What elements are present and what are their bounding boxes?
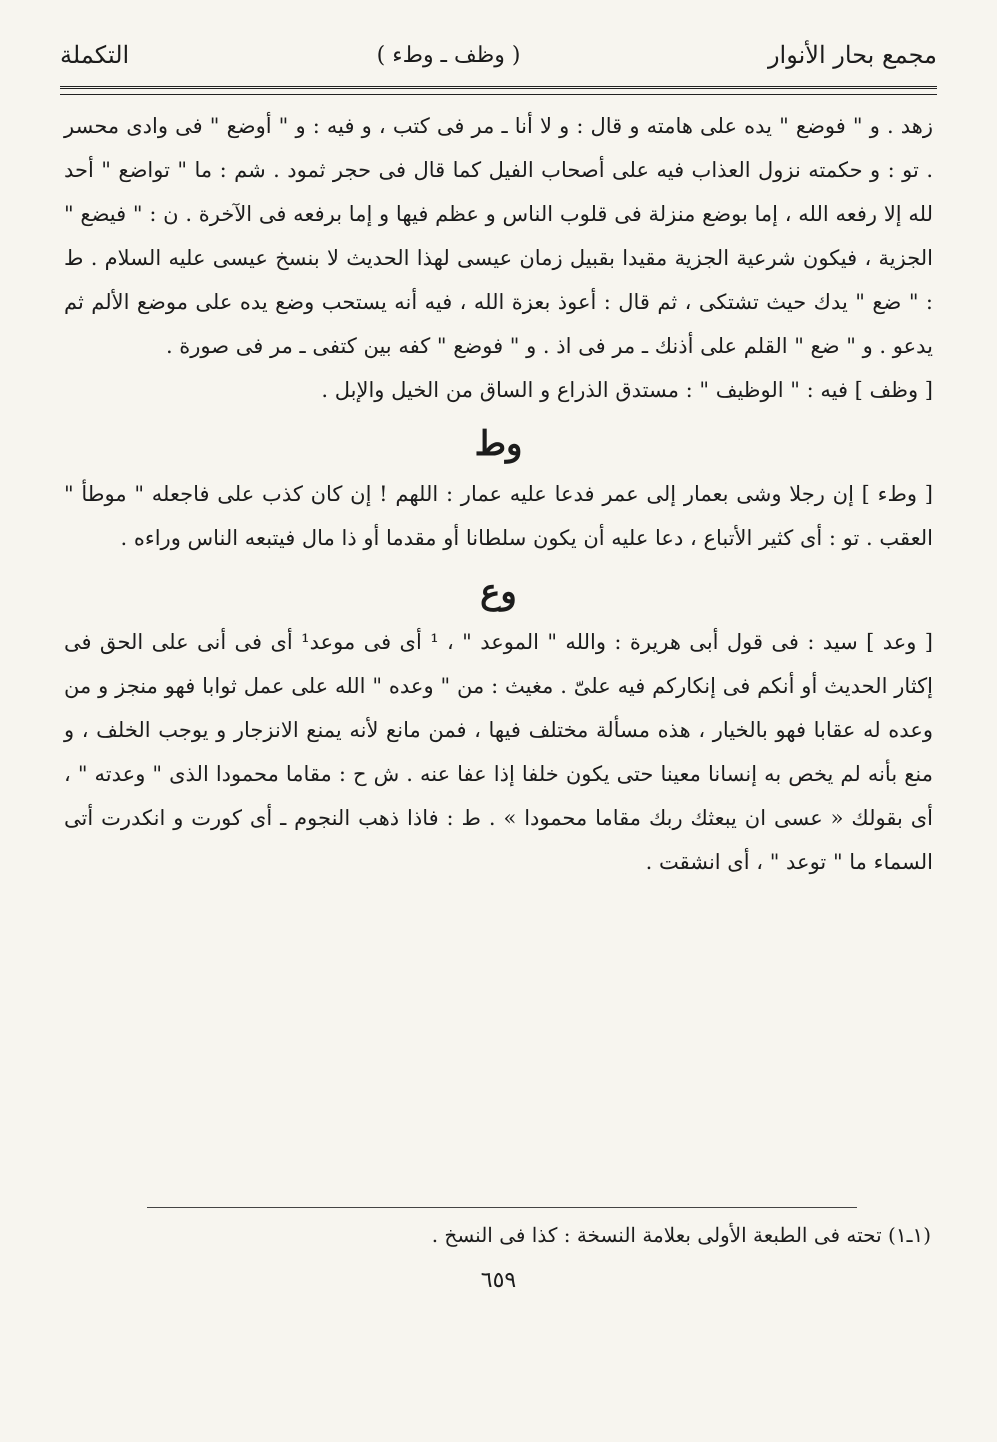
- footnote: (١ـ١) تحته فى الطبعة الأولى بعلامة النسخة : كذا فى النسخ .: [431, 1223, 931, 1247]
- entry-wazf: [ وظف ] فيه : " الوظيف " : مستدق الذراع و الساق من الخيل والإبل .: [321, 378, 933, 402]
- section-heading-wa: وع: [480, 572, 517, 612]
- volume-title: التكملة: [60, 41, 130, 69]
- entry-wad-continued: زهد . و " فوضع " يده على هامته و قال : و لا أنا ـ مر فى كتب ، و فيه : و " أوضع " فى وادى محسر . تو : و حكمته نزول العذاب فيه على أصحاب الفيل كما قال فى حجر ثمود . شم : ما " تواضع " أحد لله إلا رفعه الله ، إما بوضع منزلة فى قلوب الناس و عظم فيها و إما برفعه فى الآخرة . ن : " فيضع " الجزية ، فيكون شرعية الجزية مقيدا بقبيل زمان عيسى لهذا الحديث لا بنسخ عيسى عليه السلام . ط : " ضع " يدك حيث تشتكى ، ثم قال : أعوذ بعزة الله ، فيه أنه يستحب وضع يده على موضع الألم ثم يدعو . و " ضع " القلم على أذنك ـ مر فى اذ . و " فوضع " كفه بين كتفى ـ مر فى صورة .: [64, 114, 933, 358]
- entry-wat: [ وطء ] إن رجلا وشى بعمار إلى عمر فدعا عليه عمار : اللهم ! إن كان كذب على فاجعله " موطأ " العقب . تو : أى كثير الأتباع ، دعا عليه أن يكون سلطانا أو مقدما أو ذا مال فيتبعه الناس وراءه .: [64, 482, 933, 550]
- section-heading-wt: وط: [474, 424, 523, 464]
- header-double-rule: [60, 86, 937, 93]
- page-body: [64, 104, 933, 884]
- book-title: مجمع بحار الأنوار: [767, 41, 937, 69]
- page-number: ٦٥٩: [480, 1268, 517, 1293]
- entry-wad: [ وعد ] سيد : فى قول أبى هريرة : والله " الموعد " ، ¹ أى فى موعد¹ أى فى أنى على الحق فى إكثار الحديث أو أنكم فى إنكاركم فيه علىّ . مغيث : من " وعده " الله على عمل ثوابا فهو منجز و من وعده له عقابا فهو بالخيار ، هذه مسألة مختلف فيها ، فمن مانع لأنه يمنع الانزجار و يوجب الخلف ، و منع بأنه لم يخص به إنسانا معينا حتى يكون خلفا إذا عفا عنه . ش ح : مقاما محمودا الذى " وعدته " ، أى بقولك « عسى ان يبعثك ربك مقاما محمودا » . ط : فاذا ذهب النجوم ـ أى كورت و انكدرت أتى السماء ما " توعد " ، أى انشقت .: [64, 630, 933, 874]
- section-range: ( وظف ـ وطء ): [376, 42, 521, 68]
- header-rule: [60, 94, 937, 95]
- footnote-divider: [147, 1207, 857, 1208]
- page-header: [60, 30, 937, 80]
